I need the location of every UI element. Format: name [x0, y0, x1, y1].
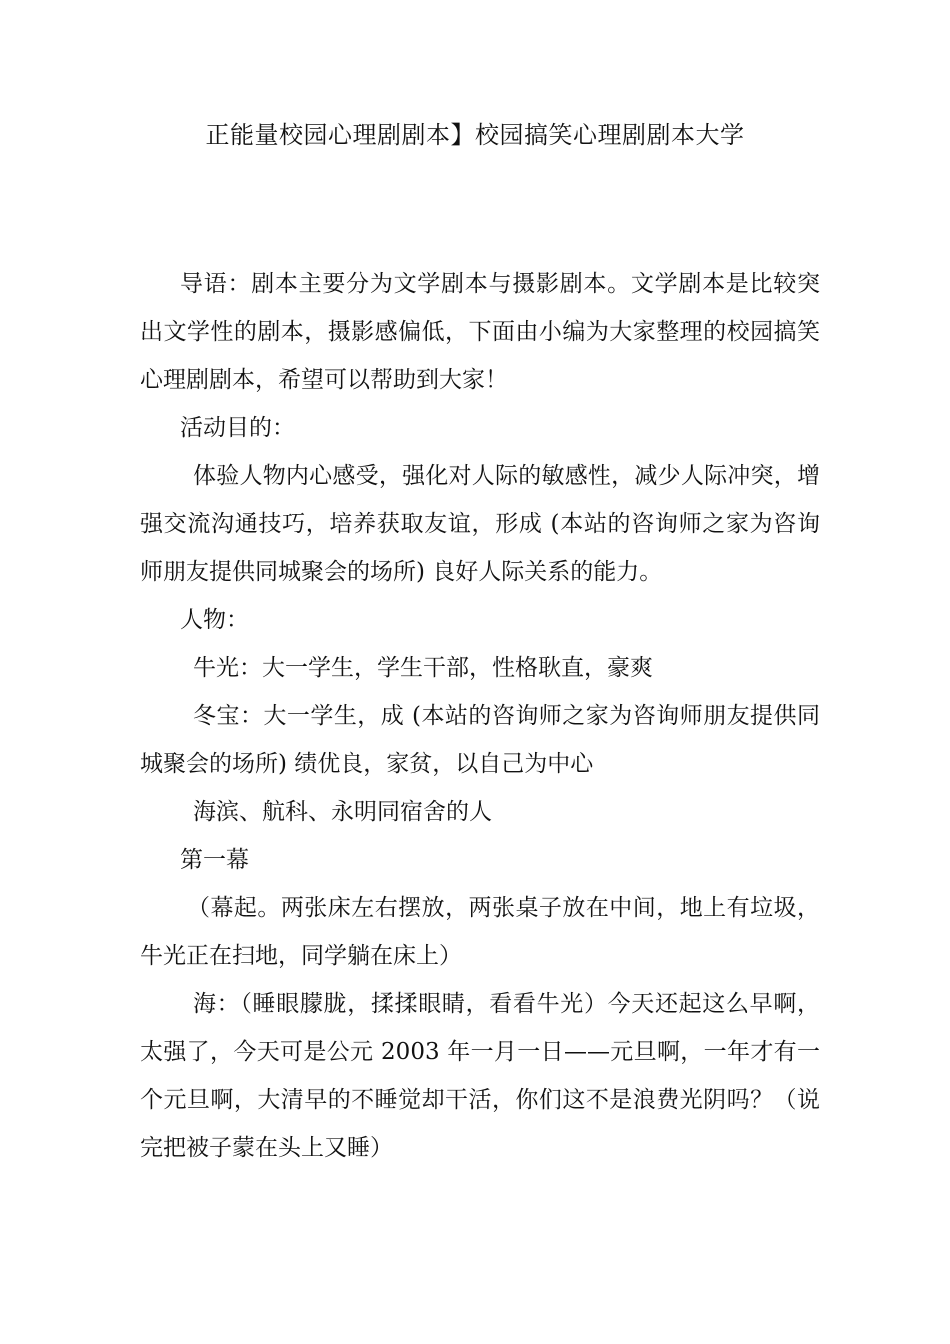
paragraph-character-roommates: 海滨、航科、永明同宿舍的人: [193, 799, 492, 825]
paragraph-act-one: 第一幕: [180, 847, 249, 873]
paragraph-intro: 导语：剧本主要分为文学剧本与摄影剧本。文学剧本是比较突出文学性的剧本，摄影感偏低，下面由小编为大家整理的校园搞笑心理剧剧本，希望可以帮助到大家！: [140, 271, 820, 393]
paragraph-character-niuguang: 牛光：大一学生，学生干部，性格耿直，豪爽: [193, 655, 653, 681]
paragraph-character-dongbao: 冬宝：大一学生，成 (本站的咨询师之家为咨询师朋友提供同城聚会的场所) 绩优良，家贫，以自己为中心: [140, 703, 820, 777]
document-body: [140, 260, 820, 1172]
paragraph-purpose-heading: 活动目的：: [180, 415, 295, 441]
paragraph-dialogue-hai: 海：（睡眼朦胧，揉揉眼睛，看看牛光）今天还起这么早啊，太强了，今天可是公元 2003 年一月一日——元旦啊，一年才有一个元旦啊，大清早的不睡觉却干活，你们这不是浪费光阴吗？（说完把被子蒙在头上又睡）: [140, 991, 820, 1161]
paragraph-purpose: 体验人物内心感受，强化对人际的敏感性，减少人际冲突，增强交流沟通技巧，培养获取友谊，形成 (本站的咨询师之家为咨询师朋友提供同城聚会的场所) 良好人际关系的能力。: [140, 463, 820, 585]
paragraph-stage-direction: （幕起。两张床左右摆放，两张桌子放在中间，地上有垃圾，牛光正在扫地，同学躺在床上）: [140, 895, 820, 969]
document-title: 正能量校园心理剧剧本】校园搞笑心理剧剧本大学: [205, 121, 745, 149]
paragraph-characters-heading: 人物：: [180, 607, 249, 633]
